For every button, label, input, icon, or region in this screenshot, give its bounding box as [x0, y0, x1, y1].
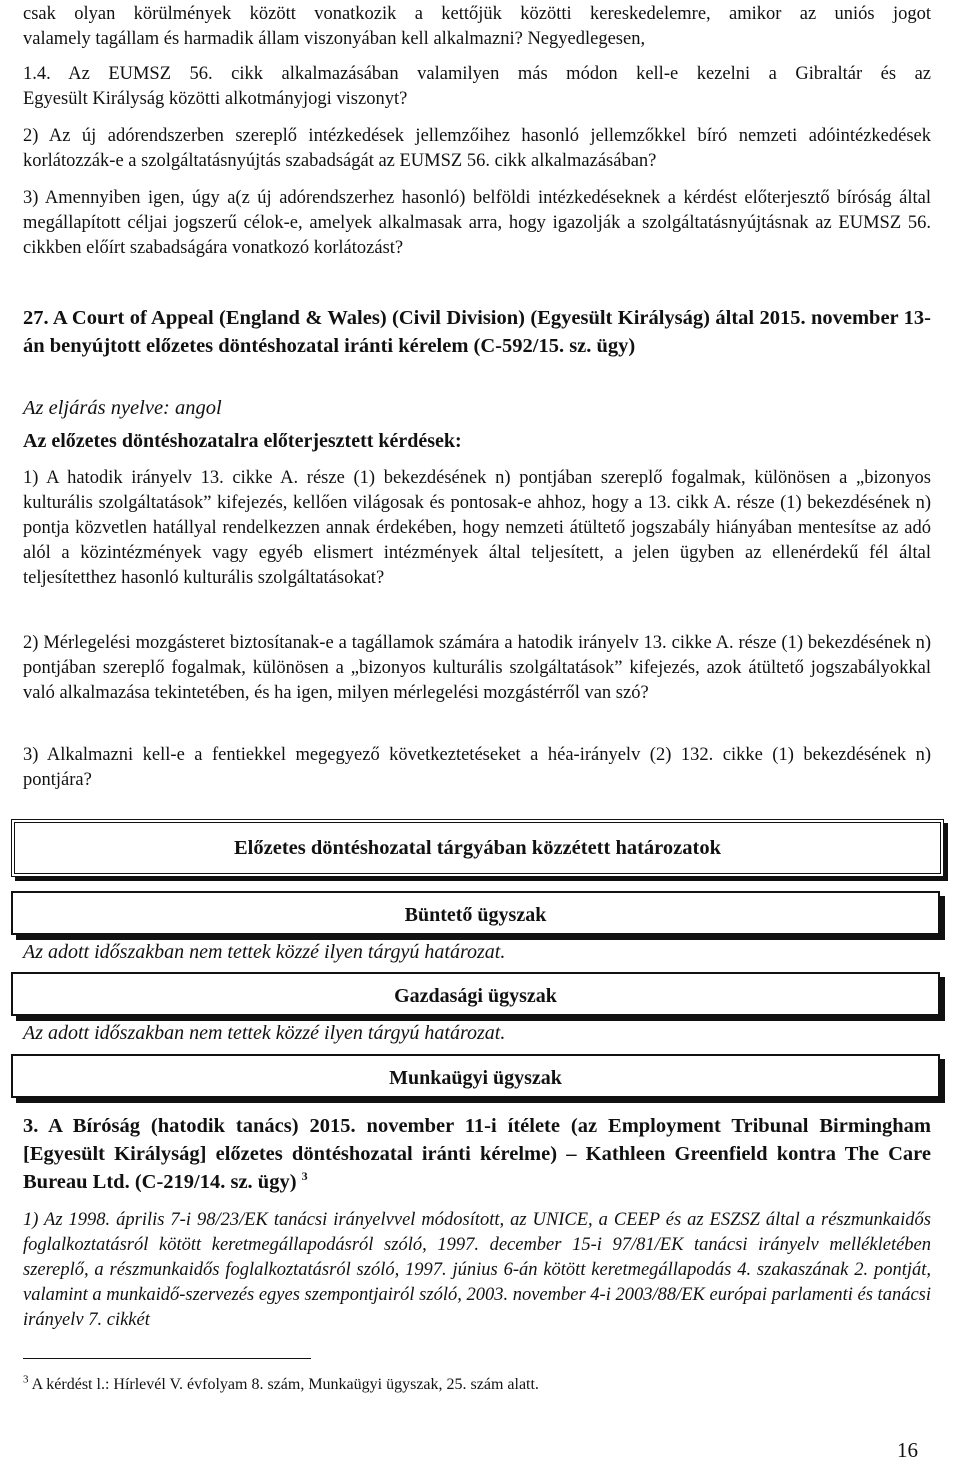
top-line-3: 1.4. Az EUMSZ 56. cikk alkalmazásában valamilyen más módon kell-e kezelni a Gibraltár és az	[23, 64, 931, 84]
criminal-title-box	[11, 891, 940, 935]
criminal-note: Az adott időszakban nem tettek közzé ilyen tárgyú határozat.	[23, 941, 506, 963]
top-line-4: Egyesült Királyság közötti alkotmányjogi viszonyt?	[23, 89, 408, 109]
case-27-question-1: 1) A hatodik irányelv 13. cikke A. része (1) bekezdésének n) pontjában szereplő fogalmak, különösen a „bizonyos kulturális szolgáltatások” kifejezés, kellően világosak és pontosak-e ahhoz, hogy a 13. cikk A. része (1) bekezdésének n) pontja közvetlen hatállyal rendelkezzen annak érdekében, hogy nemzeti átültető jogszabály hiányában mentesítse az adó alól a közintézmények vagy egyéb elismert intézmények által teljesített, a jelen ügyben az ellenérdekű fél által teljesítetthez hasonló kulturális szolgáltatásokat?	[23, 468, 931, 588]
question-2: 2) Az új adórendszerben szereplő intézkedések jellemzőihez hasonló jellemzőkkel bíró nemzeti adóintézkedések korlátozzák-e a szolgáltatásnyújtás szabadságát az EUMSZ 56. cikk alkalmazásában?	[23, 126, 931, 171]
top-line-1: csak olyan körülmények között vonatkozik a kettőjük közötti kereskedelemre, amikor az uniós jogot	[23, 4, 931, 24]
economic-note: Az adott időszakban nem tettek közzé ilyen tárgyú határozat.	[23, 1022, 506, 1044]
section-title: Előzetes döntéshozatal tárgyában közzétett határozatok	[234, 837, 721, 859]
page-number: 16	[897, 1438, 918, 1462]
case-27-question-2: 2) Mérlegelési mozgásteret biztosítanak-e a tagállamok számára a hatodik irányelv 13. cikke A. része (1) bekezdésének n) pontjában szereplő fogalmak, különösen a „bizonyos kulturális szolgáltatások” kifejezés, azok átültető jogszabályokkal való alkalmazása tekintetében, és ha igen, milyen mérlegelési mozgástérről van szó?	[23, 633, 931, 703]
footnote	[23, 1374, 931, 1396]
section-title-box	[11, 819, 944, 877]
footnote-rule	[23, 1358, 311, 1359]
judgment-3-text: 1) Az 1998. április 7-i 98/23/EK tanácsi irányelvvel módosított, az UNICE, a CEEP és az ESZSZ által a részmunkaidős foglalkoztatásról kötött keretmegállapodásról szóló, 1997. december 15-i 97/81/EK tanácsi irányelv mellékletében szereplő, a részmunkaidős foglalkoztatásról szóló, 1997. június 6-án kötött keretmegállapodás 4. szakaszának 2. pontját, valamint a munkaidő-szervezés egyes szempontjairól szóló, 2003. november 4-i 2003/88/EK európai parlamenti és tanácsi irányelv 7. cikkét	[23, 1210, 931, 1330]
top-line-2: valamely tagállam és harmadik állam viszonyában kell alkalmazni? Negyedlegesen,	[23, 29, 646, 49]
judgment-3-heading	[23, 1112, 931, 1196]
case-27-heading: 27. A Court of Appeal (England & Wales) (Civil Division) (Egyesült Királyság) által 2015. november 13-án benyújtott előzetes döntéshozatal iránti kérelem (C-592/15. sz. ügy)	[23, 307, 931, 357]
footnote-reference: 3	[301, 1169, 308, 1184]
judgment-3-heading-text: 3. A Bíróság (hatodik tanács) 2015. november 11-i ítélete (az Employment Tribunal Birmingham [Egyesült Királyság] előzetes döntéshozatal iránti kérelme) – Kathleen Greenfield kontra The Care Bureau Ltd. (C-219/14. sz. ügy)	[23, 1115, 931, 1193]
footnote-text: A kérdést l.: Hírlevél V. évfolyam 8. szám, Munkaügyi ügyszak, 25. szám alatt.	[31, 1376, 539, 1393]
questions-title: Az előzetes döntéshozatalra előterjesztett kérdések:	[23, 430, 462, 452]
economic-title-box	[11, 972, 940, 1016]
question-3: 3) Amennyiben igen, úgy a(z új adórendszerhez hasonló) belföldi intézkedéseknek a kérdést előterjesztő bíróság által megállapított céljai jogszerű célok-e, amelyek alkalmasak arra, hogy igazolják a szolgáltatásnyújtásnak az EUMSZ 56. cikkben előírt szabadságára vonatkozó korlátozást?	[23, 188, 931, 258]
footnote-number: 3	[23, 1373, 29, 1386]
case-27-question-3: 3) Alkalmazni kell-e a fentiekkel megegyező következtetéseket a héa-irányelv (2) 132. cikke (1) bekezdésének n) pontjára?	[23, 745, 931, 790]
criminal-title: Büntető ügyszak	[404, 904, 547, 926]
economic-title: Gazdasági ügyszak	[394, 985, 557, 1007]
procedure-language: Az eljárás nyelve: angol	[23, 397, 222, 419]
labour-title-box	[11, 1054, 940, 1098]
labour-title: Munkaügyi ügyszak	[389, 1067, 562, 1089]
